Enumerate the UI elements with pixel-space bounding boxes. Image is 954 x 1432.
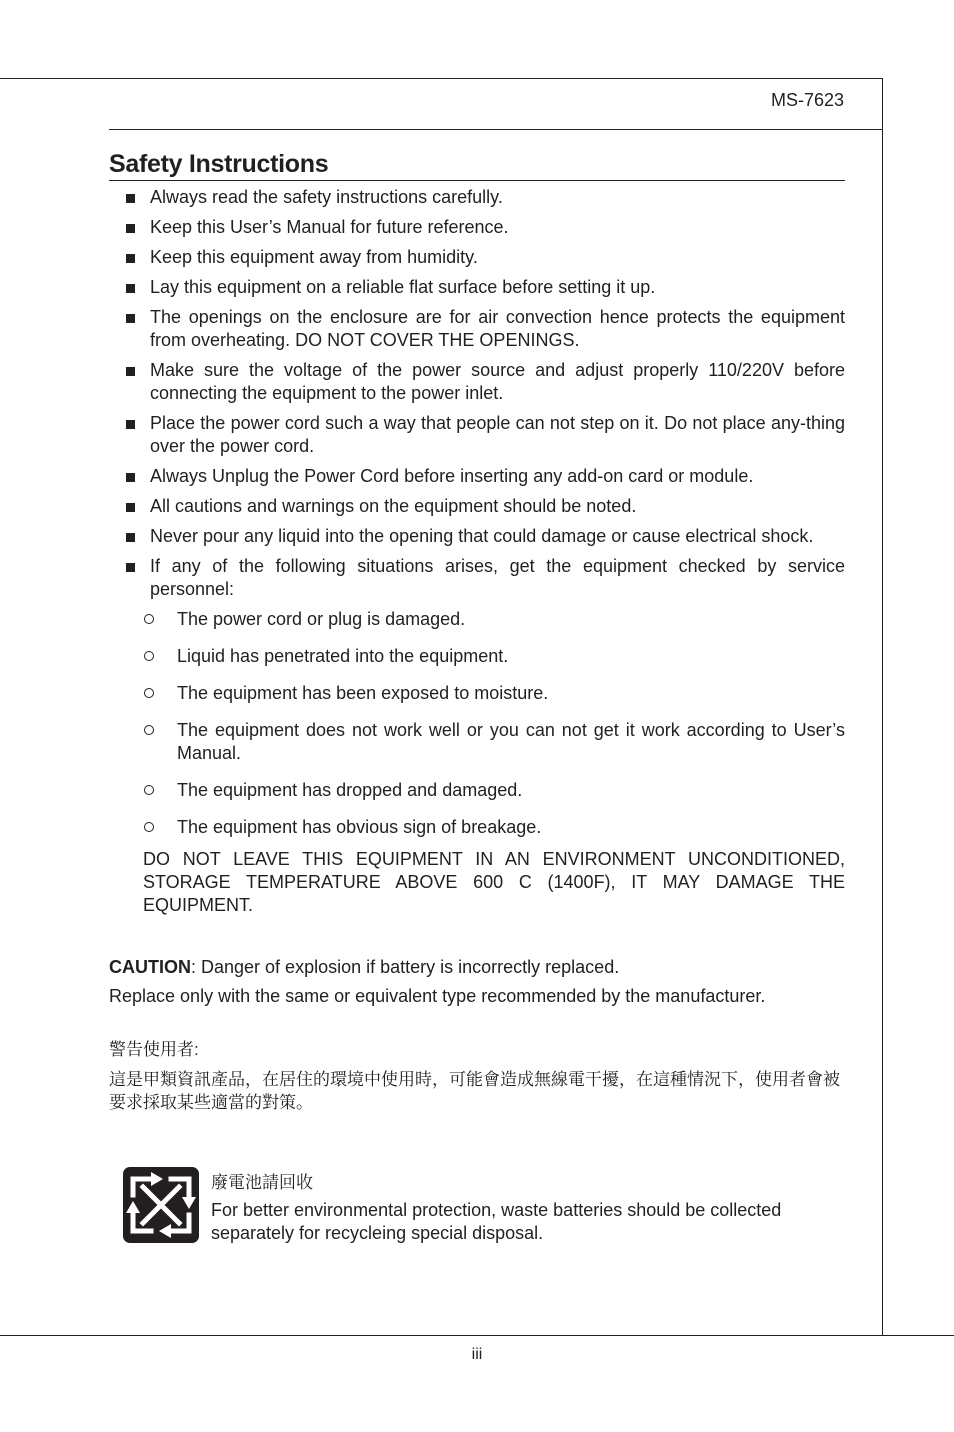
list-item: Never pour any liquid into the opening that could damage or cause electrical shock. bbox=[109, 525, 845, 548]
list-item: The equipment has obvious sign of breakage. bbox=[109, 816, 845, 839]
list-item: Lay this equipment on a reliable flat surface before setting it up. bbox=[109, 276, 845, 299]
list-item: The power cord or plug is damaged. bbox=[109, 608, 845, 631]
caution-text: : Danger of explosion if battery is incorrectly replaced. bbox=[191, 957, 620, 977]
square-bullet-icon bbox=[126, 314, 135, 323]
square-bullet-icon bbox=[126, 254, 135, 263]
circle-bullet-icon bbox=[144, 725, 154, 735]
list-item: Make sure the voltage of the power source and adjust properly 110/220V before connecting the equipment to the power inlet. bbox=[109, 359, 845, 405]
list-item: Always Unplug the Power Cord before inserting any add-on card or module. bbox=[109, 465, 845, 488]
recycle-heading: 廢電池請回收 bbox=[211, 1173, 313, 1192]
list-item: Keep this equipment away from humidity. bbox=[109, 246, 845, 269]
square-bullet-icon bbox=[126, 224, 135, 233]
square-bullet-icon bbox=[126, 194, 135, 203]
chinese-warning-heading: 警告使用者: bbox=[109, 1040, 199, 1059]
temperature-warning: DO NOT LEAVE THIS EQUIPMENT IN AN ENVIRONMENT UNCONDITIONED, STORAGE TEMPERATURE ABOVE 600 C (1400F), IT MAY DAMAGE THE EQUIPMENT. bbox=[143, 849, 845, 915]
frame-bottom-rule bbox=[0, 1335, 954, 1336]
square-bullet-icon bbox=[126, 563, 135, 572]
caution-paragraph bbox=[109, 956, 845, 979]
title-underline bbox=[109, 180, 845, 181]
situation-list bbox=[109, 608, 845, 839]
square-bullet-icon bbox=[126, 284, 135, 293]
square-bullet-icon bbox=[126, 367, 135, 376]
list-item: Always read the safety instructions carefully. bbox=[109, 186, 845, 209]
circle-bullet-icon bbox=[144, 785, 154, 795]
frame-top-rule bbox=[0, 78, 883, 79]
safety-content bbox=[109, 186, 845, 1114]
square-bullet-icon bbox=[126, 533, 135, 542]
list-item: The equipment does not work well or you can not get it work according to User’s Manual. bbox=[109, 719, 845, 765]
list-item: If any of the following situations arises, get the equipment checked by service personnel: bbox=[109, 555, 845, 601]
recycle-text: For better environmental protection, waste batteries should be collected separately for recycleing special disposal. bbox=[211, 1200, 782, 1243]
list-item: The equipment has dropped and damaged. bbox=[109, 779, 845, 802]
list-item: Keep this User’s Manual for future reference. bbox=[109, 216, 845, 239]
replace-note: Replace only with the same or equivalent type recommended by the manufacturer. bbox=[109, 986, 766, 1006]
square-bullet-icon bbox=[126, 473, 135, 482]
list-item: The equipment has been exposed to moisture. bbox=[109, 682, 845, 705]
model-number: MS-7623 bbox=[770, 90, 844, 110]
battery-recycle-icon bbox=[121, 1165, 201, 1245]
square-bullet-icon bbox=[126, 420, 135, 429]
list-item: Place the power cord such a way that people can not step on it. Do not place any-thing over the power cord. bbox=[109, 412, 845, 458]
square-bullet-icon bbox=[126, 503, 135, 512]
circle-bullet-icon bbox=[144, 822, 154, 832]
list-item: Liquid has penetrated into the equipment. bbox=[109, 645, 845, 668]
instruction-list bbox=[109, 186, 845, 601]
circle-bullet-icon bbox=[144, 614, 154, 624]
list-item: All cautions and warnings on the equipment should be noted. bbox=[109, 495, 845, 518]
header-rule bbox=[109, 129, 883, 130]
page-number: iii bbox=[471, 1346, 483, 1363]
list-item: The openings on the enclosure are for air convection hence protects the equipment from overheating. DO NOT COVER THE OPENINGS. bbox=[109, 306, 845, 352]
chinese-warning-body: 這是甲類資訊產品，在居住的環境中使用時，可能會造成無線電干擾，在這種情況下，使用者會被要求採取某些適當的對策。 bbox=[109, 1070, 840, 1112]
frame-right-rule bbox=[882, 78, 883, 1335]
caution-label: CAUTION bbox=[109, 957, 191, 977]
page-title: Safety Instructions bbox=[109, 150, 329, 178]
circle-bullet-icon bbox=[144, 651, 154, 661]
circle-bullet-icon bbox=[144, 688, 154, 698]
